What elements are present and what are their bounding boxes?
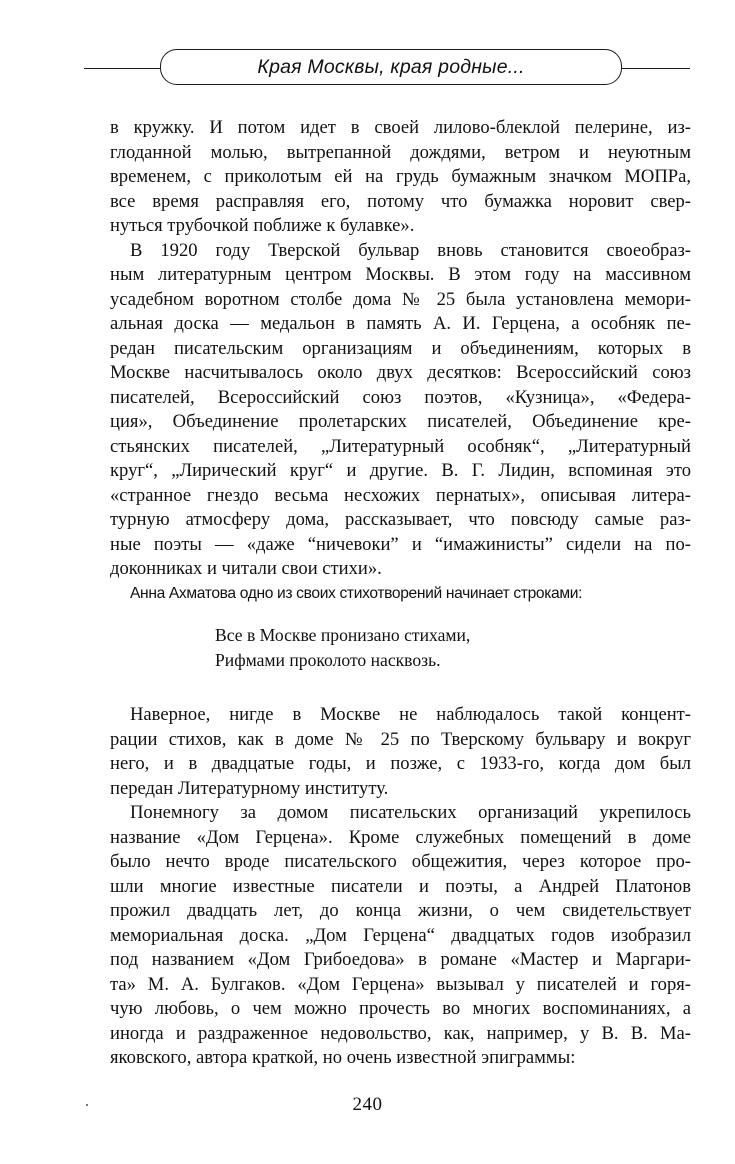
text-line: Понемногу за домом писательских организаций укрепилось [130,802,691,823]
text-line: альная доска — медальон в память А. И. Герцена, а особняк пе- [110,313,691,334]
text-line: турную атмосферу дома, рассказывает, что повсюду самые раз- [110,509,691,530]
poem-line: Рифмами проколото насквозь. [215,649,441,670]
text-line: ция», Объединение пролетарских писателей, Объединение кре- [110,411,691,432]
text-line: прожил двадцать лет, до конца жизни, о чем свидетельствует [110,900,691,921]
text-line: в кружку. И потом идет в своей лилово-блеклой пелерине, из- [110,117,691,138]
text-line: яковского, автора краткой, но очень известной эпиграммы: [110,1047,576,1068]
text-line: было нечто вроде писательского общежития, через которое про- [110,851,691,872]
paragraph-concentration [110,703,691,801]
text-line: все время расправляя его, потому что бумажка норовит свер- [110,190,691,212]
header-rule-right [622,68,690,69]
text-line: «странное гнездо весьма несхожих пернатых», описывая литера- [110,484,691,506]
text-line: чую любовь, о чем можно прочесть во многих воспоминаниях, а [110,998,691,1019]
page-number: 240 [352,1094,383,1115]
text-line: усадебном воротном столбе дома № 25 была установлена мемори- [110,288,691,310]
text-line: под названием «Дом Грибоедова» в романе «Мастер и Маргари- [110,949,691,970]
text-line: стьянских писателей, „Литературный особняк“, „Литературный [110,435,691,457]
text-line: доконниках и читали свои стихи». [110,558,382,579]
text-line: писателей, Всероссийский союз поэтов, «Кузница», «Федера- [110,386,691,408]
text-line: глоданной молью, вытрепанной дождями, ветром и неуютным [110,141,691,163]
text-line: него, и в двадцатые годы, и позже, с 1933-го, когда дом был [110,753,691,774]
running-header-title: Края Москвы, края родные... [257,55,525,78]
text-line: иногда и раздраженное недовольство, как, например, у В. В. Ма- [110,1022,691,1044]
poem-line: Все в Москве пронизано стихами, [215,625,471,645]
page-body [110,116,691,1071]
text-line: шли многие известные писатели и поэты, а Андрей Платонов [110,875,691,897]
text-line: мемориальная доска. „Дом Герцена“ двадцатых годов изобразил [110,924,691,946]
text-line: Наверное, нигде в Москве не наблюдалось такой концент- [130,704,691,725]
text-line: круг“, „Лирический круг“ и другие. В. Г. Лидин, вспоминая это [110,460,691,481]
header-title-frame [160,49,622,85]
text-line: ным литературным центром Москвы. В этом году на массивном [110,264,691,285]
paragraph-1920 [110,239,691,582]
text-line: Анна Ахматова одно из своих стихотворений начинает строками: [130,584,583,602]
text-line: та» М. А. Булгаков. «Дом Герцена» вызывал у писателей и горя- [110,973,691,995]
text-line: название «Дом Герцена». Кроме служебных помещений в доме [110,826,691,848]
running-header [0,38,735,94]
text-line: передан Литературному институту. [110,777,389,799]
text-line: временем, с приколотым ей на грудь бумажным значком МОПРа, [110,166,691,187]
text-line: редан писательским организациям и объединениям, которых в [110,337,691,359]
text-line: Москве насчитывалось около двух десятков: Всероссийский союз [110,362,691,383]
paragraph-kruzhka [110,116,691,239]
text-line: нуться трубочкой поближе к булавке». [110,215,415,236]
text-line: В 1920 году Тверской бульвар вновь становится своеобраз- [130,239,691,261]
text-line: ные поэты — «даже “ничевоки” и “имажинисты” сидели на по- [110,533,691,555]
paragraph-akhmatova-intro [110,582,691,607]
paragraph-dom-gertsena [110,801,691,1071]
poem-quote [110,623,691,672]
header-rule-left [84,68,160,69]
text-line: рации стихов, как в доме № 25 по Тверскому бульвару и вокруг [110,728,691,750]
